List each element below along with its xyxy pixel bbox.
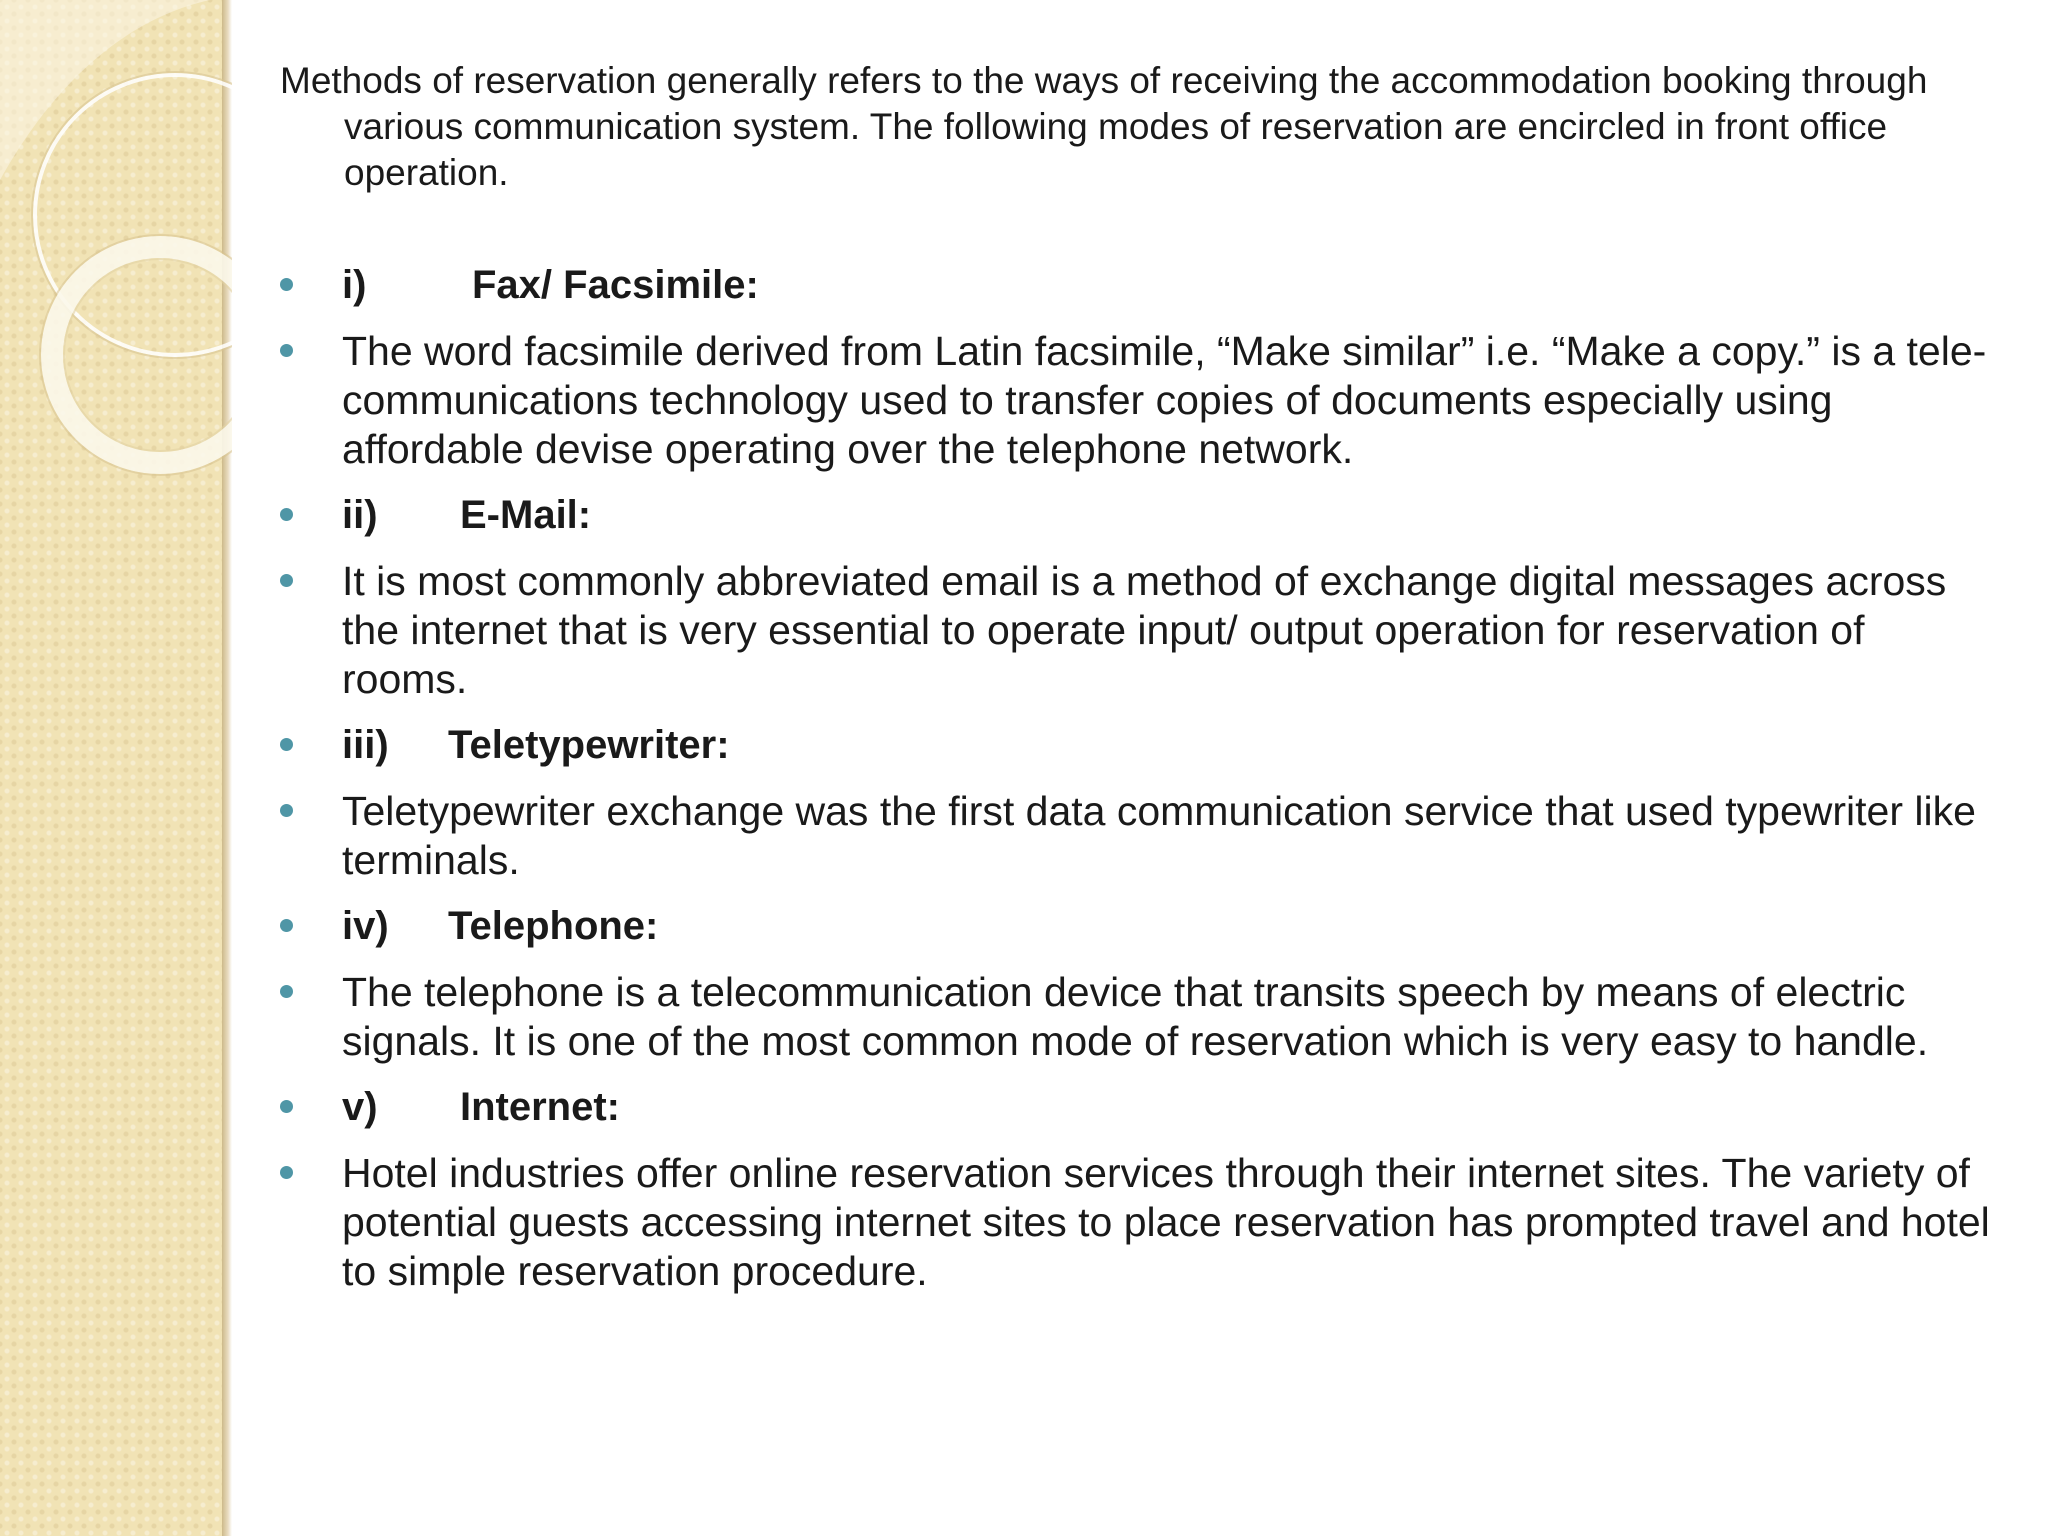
list-item-text — [280, 557, 2000, 704]
item-text: The telephone is a telecommunication device that transits speech by means of electric signals. It is one of the most common mode of reservation which is very easy to handle. — [342, 969, 1929, 1064]
bullet-icon — [280, 1166, 293, 1179]
bullet-icon — [280, 278, 293, 291]
bullet-icon — [280, 574, 293, 587]
item-title: Internet: — [460, 1085, 620, 1129]
bullet-icon — [280, 919, 293, 932]
decorative-rings — [0, 0, 232, 520]
item-number: v) — [342, 1085, 378, 1129]
item-text: The word facsimile derived from Latin facsimile, “Make similar” i.e. “Make a copy.” is a tele-communications technology used to transfer copies of documents especially using affordable devise operating over the telephone network. — [342, 328, 1987, 472]
item-title: E-Mail: — [460, 493, 592, 537]
bullet-icon — [280, 738, 293, 751]
item-number: iii) — [342, 723, 389, 767]
list-item-text — [280, 787, 2000, 885]
list-item-heading — [280, 1083, 2000, 1132]
bullet-icon — [280, 985, 293, 998]
intro-paragraph: Methods of reservation generally refers to the ways of receiving the accommodation booking through various communication system. The following modes of reservation are encircled in front office operation. — [280, 60, 1928, 193]
item-title: Teletypewriter: — [448, 723, 730, 767]
list-item-text — [280, 327, 2000, 474]
list-item-text — [280, 968, 2000, 1066]
bullet-icon — [280, 804, 293, 817]
item-text: Hotel industries offer online reservation services through their internet sites. The variety of potential guests accessing internet sites to place reservation has prompted travel and hotel to simple reservation procedure. — [342, 1150, 1990, 1294]
bullet-icon — [280, 344, 293, 357]
list-item-heading — [280, 491, 2000, 540]
item-text: It is most commonly abbreviated email is a method of exchange digital messages across the internet that is very essential to operate input/ output operation for reservation of rooms. — [342, 558, 1947, 702]
methods-list — [280, 261, 2000, 1296]
slide-content — [280, 58, 2000, 1313]
list-item-heading — [280, 261, 2000, 310]
list-item-heading — [280, 902, 2000, 951]
bullet-icon — [280, 508, 293, 521]
item-text: Teletypewriter exchange was the first data communication service that used typewriter like terminals. — [342, 788, 1976, 883]
item-number: ii) — [342, 493, 378, 537]
list-item-text — [280, 1149, 2000, 1296]
item-title: Fax/ Facsimile: — [472, 263, 759, 307]
item-number: i) — [342, 263, 367, 307]
bullet-icon — [280, 1100, 293, 1113]
item-number: iv) — [342, 904, 389, 948]
list-item-heading — [280, 721, 2000, 770]
item-title: Telephone: — [448, 904, 659, 948]
